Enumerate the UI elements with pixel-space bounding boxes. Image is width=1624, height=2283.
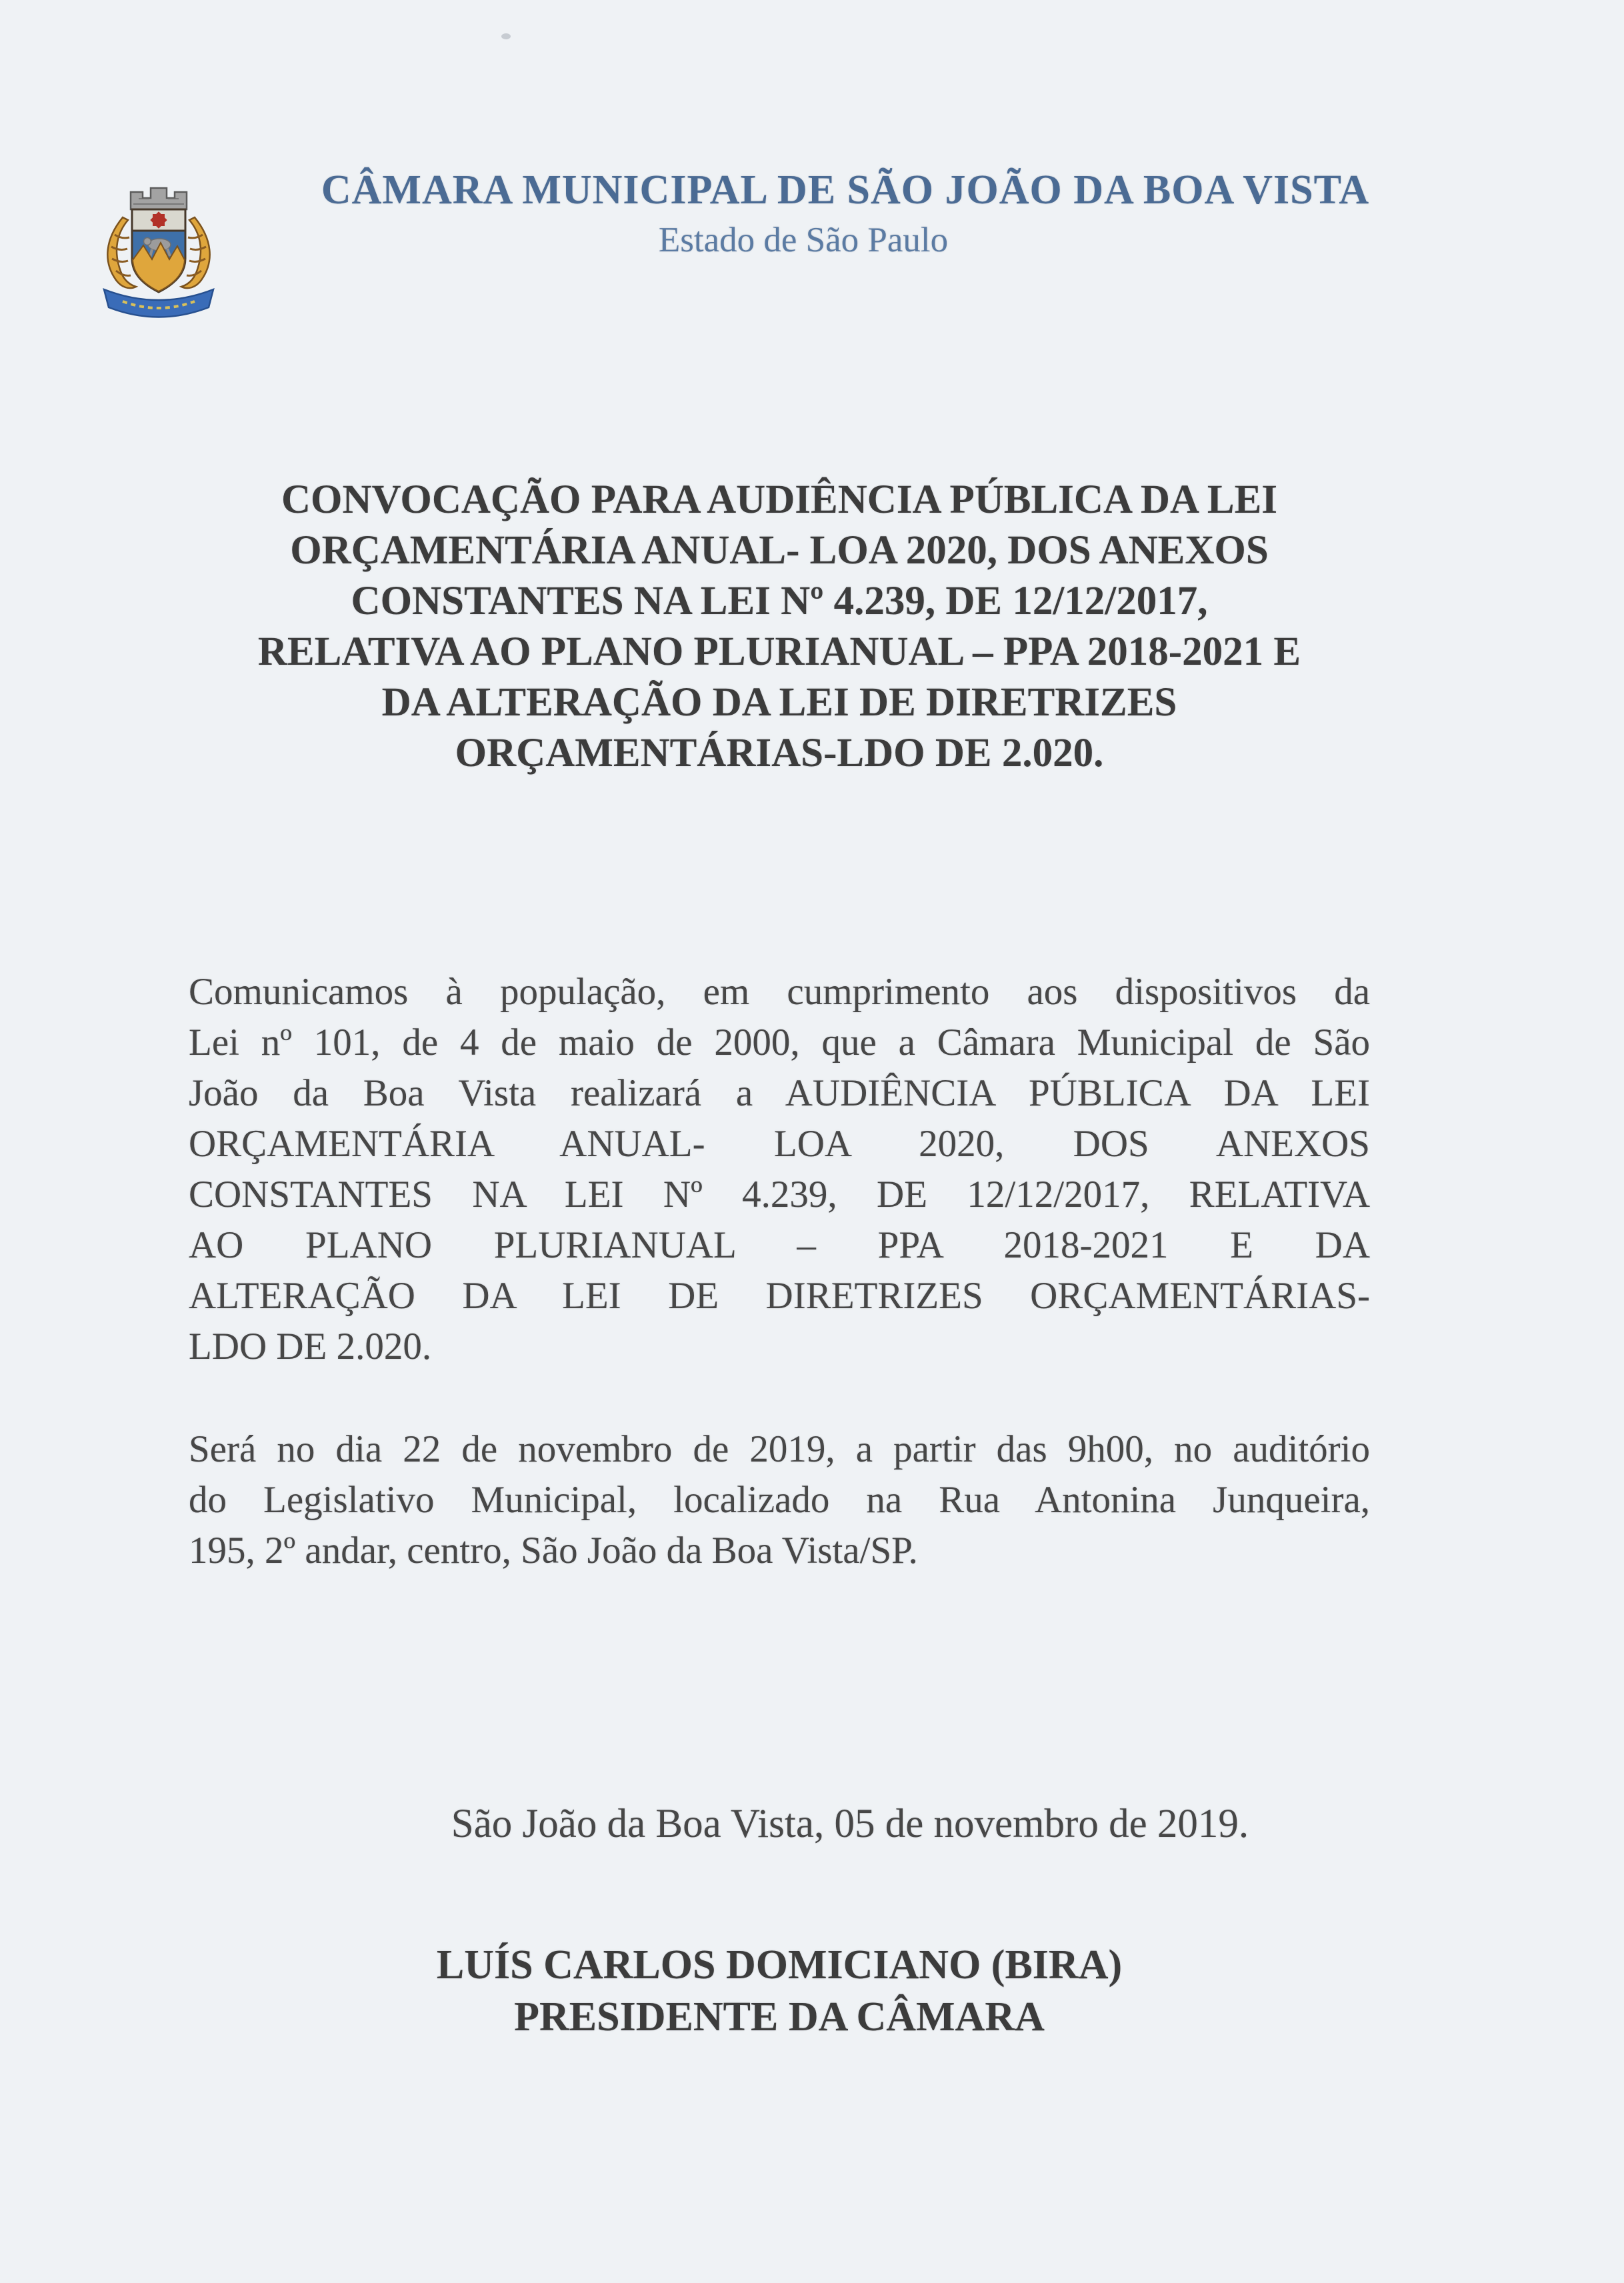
title-line: DA ALTERAÇÃO DA LEI DE DIRETRIZES — [381, 680, 1177, 725]
title-line: CONSTANTES NA LEI Nº 4.239, DE 12/12/2017, — [351, 579, 1208, 623]
paragraph-line: do Legislativo Municipal, localizado na Rua Antonina Junqueira, — [189, 1479, 1370, 1521]
scan-artifact — [501, 33, 511, 39]
document-title — [189, 475, 1370, 779]
organization-name: CÂMARA MUNICIPAL DE SÃO JOÃO DA BOA VISTA — [321, 167, 1370, 213]
title-line: RELATIVA AO PLANO PLURIANUAL – PPA 2018-2021 E — [257, 629, 1301, 674]
paragraph-line: Será no dia 22 de novembro de 2019, a partir das 9h00, no auditório — [189, 1428, 1370, 1470]
paragraph-announcement — [189, 967, 1370, 1372]
paragraph-line: 195, 2º andar, centro, São João da Boa Vista/SP. — [189, 1530, 918, 1572]
paragraph-line: ORÇAMENTÁRIA ANUAL- LOA 2020, DOS ANEXOS — [189, 1123, 1370, 1165]
title-line: ORÇAMENTÁRIA ANUAL- LOA 2020, DOS ANEXOS — [290, 528, 1269, 573]
paragraph-event-details — [189, 1424, 1370, 1576]
state-line: Estado de São Paulo — [658, 221, 949, 259]
dateline: São João da Boa Vista, 05 de novembro de 2019. — [451, 1802, 1249, 1846]
signature-name: LUÍS CARLOS DOMICIANO (BIRA) — [436, 1942, 1123, 1988]
paragraph-line: ALTERAÇÃO DA LEI DE DIRETRIZES ORÇAMENTÁRIAS- — [189, 1275, 1370, 1317]
paragraph-line: AO PLANO PLURIANUAL – PPA 2018-2021 E DA — [189, 1224, 1370, 1266]
paragraph-line: Comunicamos à população, em cumprimento aos dispositivos da — [189, 971, 1370, 1013]
title-line: CONVOCAÇÃO PARA AUDIÊNCIA PÚBLICA DA LEI — [281, 477, 1278, 522]
paragraph-line: João da Boa Vista realizará a AUDIÊNCIA PÚBLICA DA LEI — [189, 1072, 1370, 1114]
signature-title: PRESIDENTE DA CÂMARA — [514, 1994, 1045, 2040]
paragraph-line: LDO DE 2.020. — [189, 1326, 432, 1368]
title-line: ORÇAMENTÁRIAS-LDO DE 2.020. — [455, 731, 1104, 775]
paragraph-line: Lei nº 101, de 4 de maio de 2000, que a Câmara Municipal de São — [189, 1021, 1370, 1063]
signature-block — [189, 1939, 1370, 2043]
paragraph-line: CONSTANTES NA LEI Nº 4.239, DE 12/12/2017, RELATIVA — [189, 1174, 1370, 1216]
